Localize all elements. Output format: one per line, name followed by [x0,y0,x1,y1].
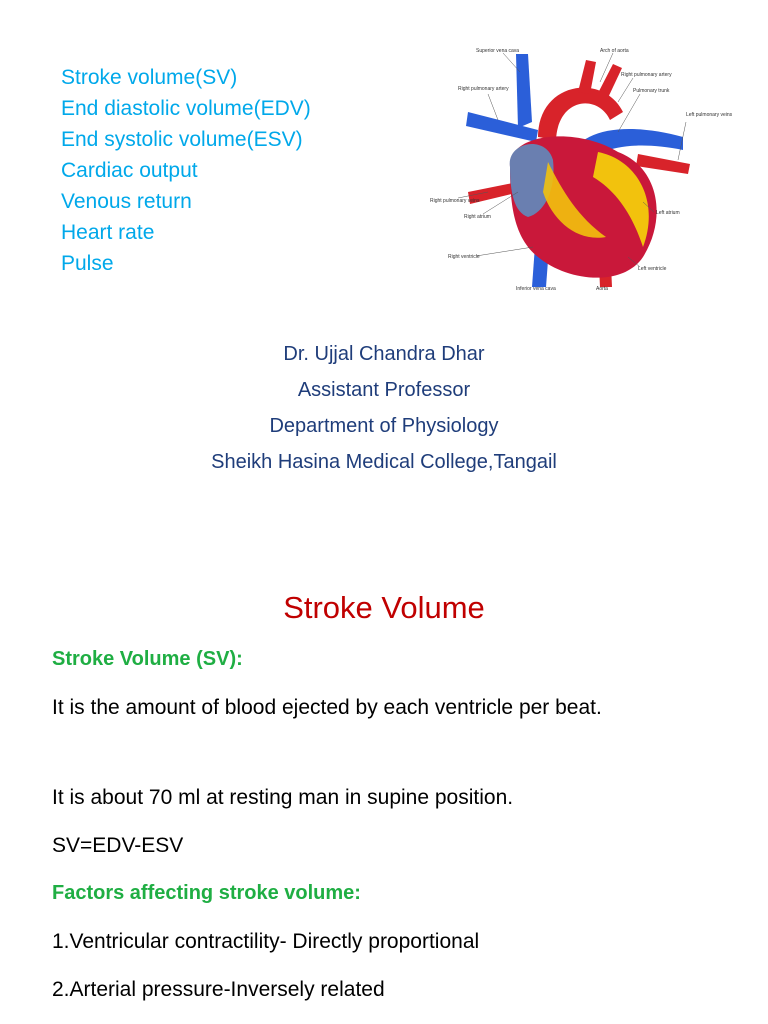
definition-text: It is the amount of blood ejected by each ventricle per beat. [52,696,602,719]
author-department: Department of Physiology [269,415,499,437]
author-college: Sheikh Hasina Medical College,Tangail [211,451,557,473]
normal-value-text: It is about 70 ml at resting man in supine position. [52,786,514,809]
topic-item: Pulse [61,252,114,275]
heart-label: Pulmonary trunk [633,88,670,94]
author-name: Dr. Ujjal Chandra Dhar [283,343,485,365]
heart-label: Right atrium [464,214,491,220]
slide-title: Stroke Volume [283,590,485,625]
definition-heading: Stroke Volume (SV): [52,648,243,670]
factor-item: 1.Ventricular contractility- Directly proportional [52,930,480,953]
topic-item: Venous return [61,190,192,213]
topic-item: Heart rate [61,221,155,244]
heart-label: Right pulmonary veins [430,198,480,204]
heart-label: Left atrium [656,210,680,216]
topic-list [61,62,311,279]
author-block [0,336,768,480]
heart-label: Right ventricle [448,254,480,260]
stroke-volume-slide [0,570,768,1024]
heart-label: Right pulmonary artery [458,86,509,92]
factor-item: 2.Arterial pressure-Inversely related [52,978,385,1001]
topic-item: End diastolic volume(EDV) [61,97,311,120]
topic-item: Cardiac output [61,159,198,182]
heart-label: Left pulmonary veins [686,112,733,118]
heart-anatomy-figure [428,42,733,294]
heart-label: Superior vena cava [476,48,520,54]
superior-vena-cava [516,54,532,128]
formula-text: SV=EDV-ESV [52,834,184,857]
topic-item: Stroke volume(SV) [61,66,238,89]
author-title: Assistant Professor [297,379,471,401]
topic-item: End systolic volume(ESV) [61,128,303,151]
factors-heading: Factors affecting stroke volume: [52,882,361,904]
left-pulmonary-veins [636,154,690,174]
heart-label: Left ventricle [638,266,667,272]
heart-label: Aorta [596,286,608,292]
heart-label: Inferior vena cava [516,286,556,292]
heart-label: Arch of aorta [600,48,629,54]
heart-label: Right pulmonary artery [621,72,672,78]
